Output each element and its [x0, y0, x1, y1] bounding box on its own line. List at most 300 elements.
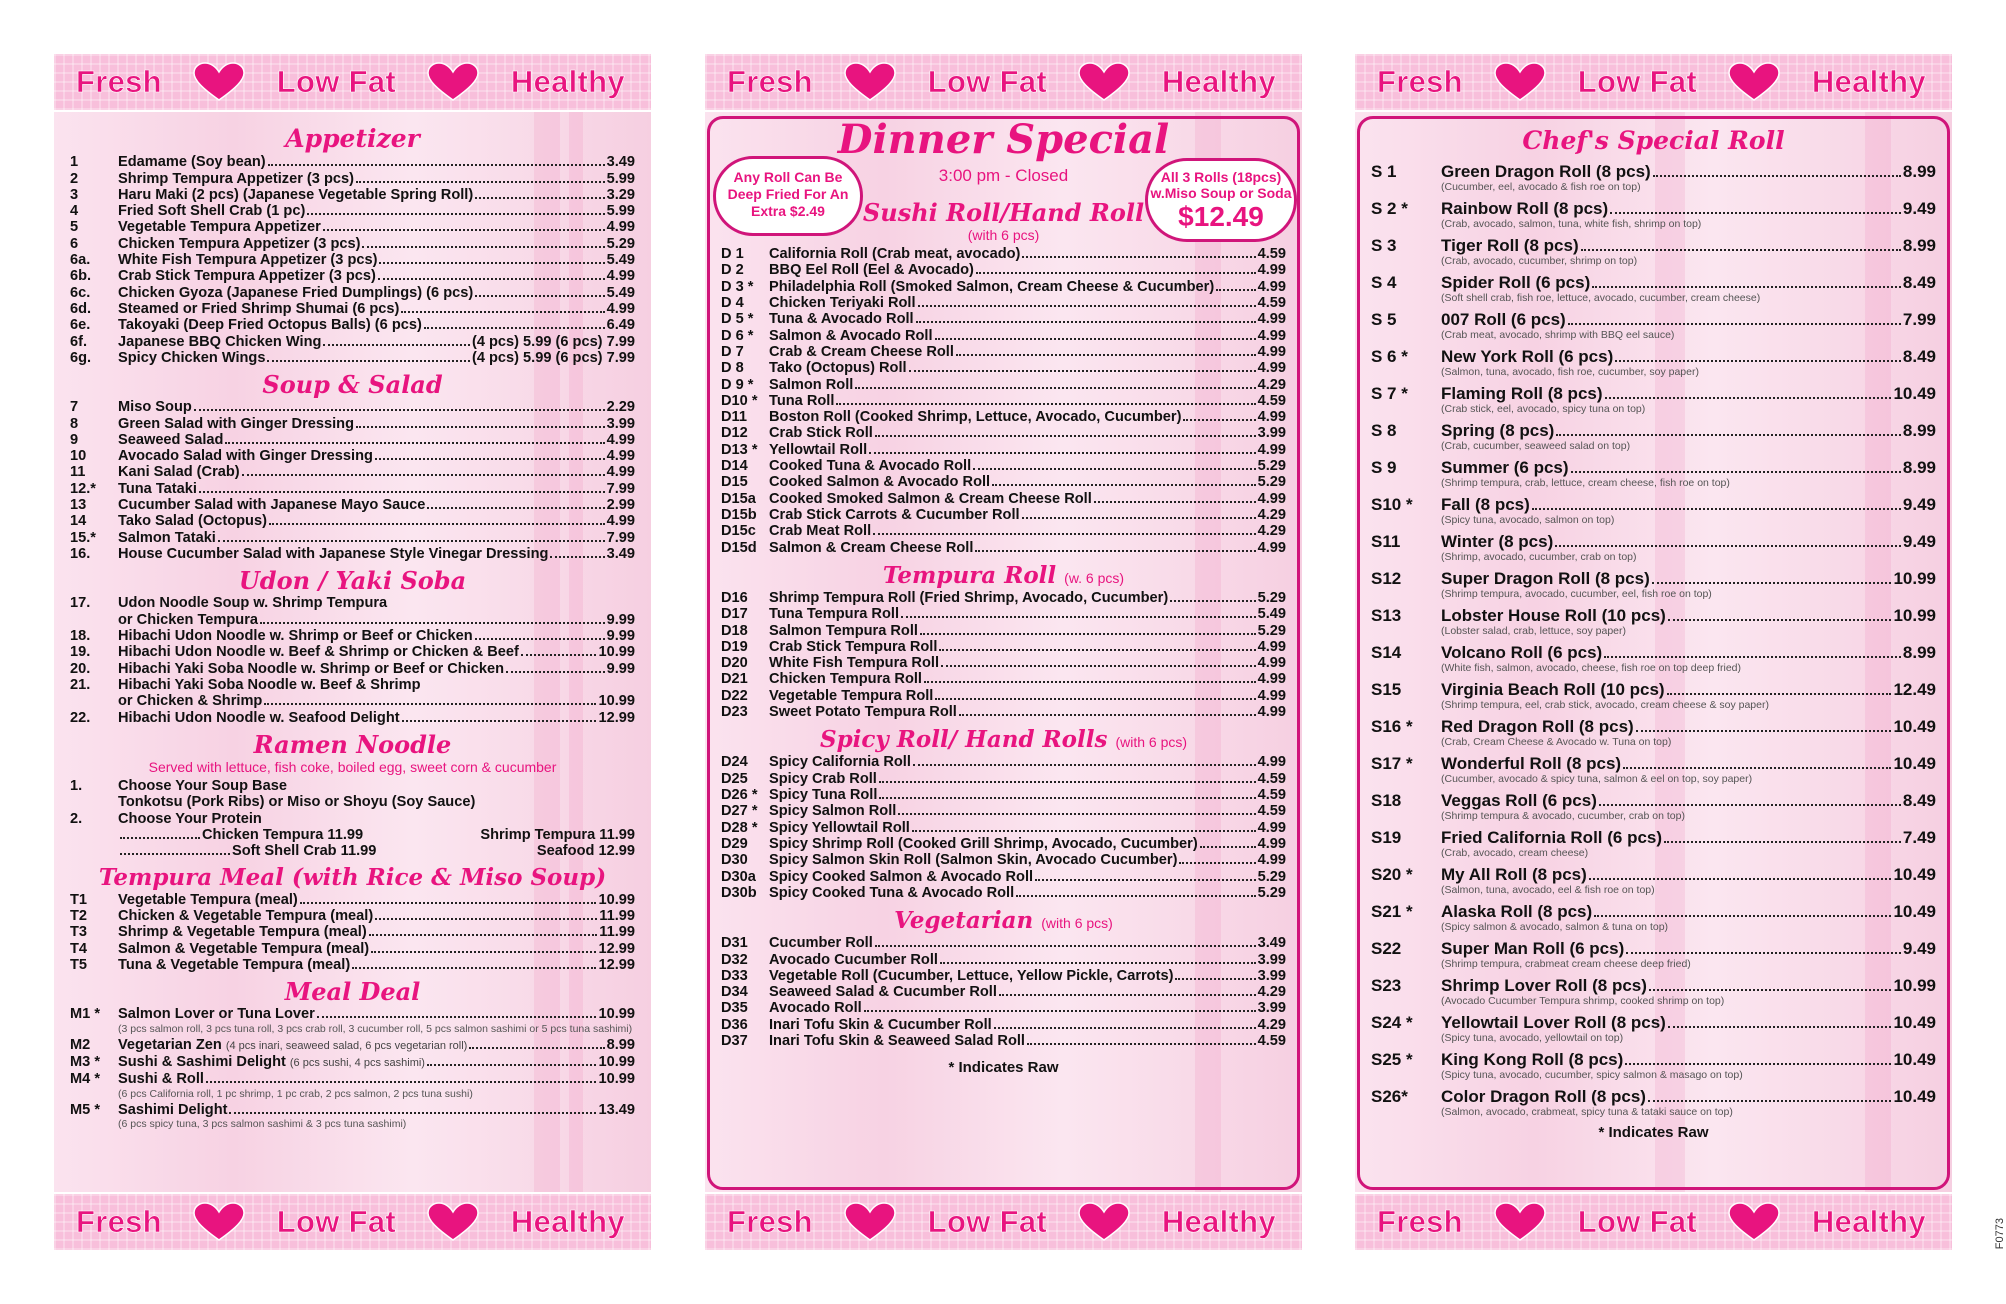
item-name: Spicy Salmon Roll: [769, 803, 897, 820]
item-price: 8.49: [1902, 347, 1936, 367]
ramen-step-1: [70, 778, 635, 794]
menu-item: [70, 1054, 635, 1071]
item-price: 4.59: [1257, 770, 1286, 787]
item-number: D16: [721, 589, 748, 606]
menu-item: [721, 425, 1286, 441]
menu-item-continued: [70, 693, 635, 709]
menu-item: [70, 513, 635, 529]
item-description: (White fish, salmon, avocado, cheese, fish roe on top deep fried): [1441, 662, 1741, 675]
dot-leader: [940, 962, 1256, 964]
menu-item: [70, 187, 635, 203]
right-menu-content: [1371, 126, 1936, 1190]
section-title-soup-salad: Soup & Salad: [262, 370, 443, 400]
dinner-special-title: Dinner Special: [837, 116, 1170, 163]
banner-low-fat: Low Fat: [276, 64, 396, 99]
item-number: S26*: [1371, 1087, 1408, 1107]
menu-item: [70, 924, 635, 940]
item-number: D 6 *: [721, 327, 754, 344]
dinner-hours: 3:00 pm - Closed: [938, 166, 1069, 185]
item-name: BBQ Eel Roll (Eel & Avocado): [769, 262, 974, 279]
item-name: Choose Your Soup Base: [118, 778, 287, 795]
left-menu-content: [70, 124, 635, 1190]
item-number: S 4: [1371, 273, 1397, 293]
item-number: 1.: [70, 778, 83, 795]
item-name: Spring (8 pcs): [1441, 421, 1555, 441]
item-name: Spicy California Roll: [769, 754, 911, 771]
heart-icon: [426, 1202, 480, 1242]
item-name: Miso Soup: [118, 399, 192, 416]
menu-item: [721, 311, 1286, 327]
item-number: 20.: [70, 660, 91, 677]
item-price: 4.99: [1257, 311, 1286, 328]
dot-leader: [1170, 600, 1255, 602]
appetizer-list: [70, 154, 635, 366]
item-number: D20: [721, 655, 748, 672]
item-price: 10.49: [1893, 754, 1936, 774]
item-description: (Cucumber, eel, avocado & fish roe on top): [1441, 181, 1641, 194]
item-price: 4.99: [606, 219, 635, 236]
item-description: (Shrimp tempura, crabmeat cream cheese deep fried): [1441, 958, 1691, 971]
item-number: D15d: [721, 539, 757, 556]
banner-low-fat: Low Fat: [1577, 1204, 1697, 1239]
item-price: 12.99: [598, 709, 635, 726]
dot-leader: [941, 665, 1256, 667]
item-number: D30b: [721, 884, 757, 901]
item-number: 19.: [70, 644, 91, 661]
item-name: Vegetable Tempura (meal): [118, 891, 298, 908]
item-price: 3.99: [1257, 425, 1286, 442]
dot-leader: [992, 484, 1256, 486]
dot-leader: [323, 344, 470, 346]
item-name: Red Dragon Roll (8 pcs): [1441, 717, 1634, 737]
banner-fresh: Fresh: [727, 64, 813, 99]
menu-item: [70, 628, 635, 644]
heart-icon: [1727, 1202, 1781, 1242]
dot-leader: [1594, 915, 1891, 917]
item-name: Super Dragon Roll (8 pcs): [1441, 569, 1650, 589]
top-banner: [54, 54, 651, 110]
dot-leader: [402, 720, 597, 722]
item-price: 5.49: [606, 252, 635, 269]
chef-roll-item: [1371, 865, 1936, 884]
dot-leader: [935, 338, 1256, 340]
item-name: Cooked Smoked Salmon & Cream Cheese Roll: [769, 490, 1092, 507]
item-number: S14: [1371, 643, 1402, 663]
menu-item: [70, 595, 635, 611]
menu-item: [721, 1000, 1286, 1016]
menu-item: [70, 1037, 635, 1054]
item-number: S16 *: [1371, 717, 1413, 737]
item-price: 4.99: [1257, 327, 1286, 344]
item-price: 10.99: [598, 693, 635, 710]
item-name: 007 Roll (6 pcs): [1441, 310, 1566, 330]
chef-roll-item: [1371, 643, 1936, 662]
item-price: 5.29: [1257, 474, 1286, 491]
sushi-roll-list: [721, 246, 1286, 556]
item-price: 10.49: [1893, 384, 1936, 404]
item-number: S 5: [1371, 310, 1397, 330]
dot-leader: [269, 523, 605, 525]
item-number: D 7: [721, 343, 744, 360]
item-price: 8.99: [1902, 236, 1936, 256]
item-number: D15a: [721, 490, 756, 507]
item-price: 7.49: [1902, 828, 1936, 848]
item-number: D31: [721, 935, 748, 952]
menu-item: [721, 984, 1286, 1000]
item-extra: (6 pcs sushi, 4 pcs sashimi): [289, 1056, 425, 1069]
menu-item-continued: [70, 612, 635, 628]
dot-leader: [375, 918, 597, 920]
menu-item: [70, 1102, 635, 1118]
heart-icon: [1493, 62, 1547, 102]
item-name: Udon Noodle Soup w. Shrimp Tempura: [118, 595, 388, 612]
banner-healthy: Healthy: [1811, 1204, 1926, 1239]
item-number: S15: [1371, 680, 1402, 700]
item-number: D30: [721, 852, 748, 869]
dot-leader: [506, 671, 605, 673]
item-number: S17 *: [1371, 754, 1413, 774]
item-name: Fall (8 pcs): [1441, 495, 1530, 515]
item-price: 4.99: [1257, 278, 1286, 295]
menu-item: [721, 474, 1286, 490]
dot-leader: [225, 442, 604, 444]
item-name: Tuna & Vegetable Tempura (meal): [118, 956, 351, 973]
item-description: (Avocado Cucumber Tempura shrimp, cooked shrimp on top): [1441, 995, 1725, 1008]
chef-roll-item: [1371, 310, 1936, 329]
item-price: 4.99: [606, 448, 635, 465]
item-price: (4 pcs) 5.99 (6 pcs) 7.99: [471, 333, 635, 350]
item-price: 9.99: [606, 611, 635, 628]
item-price: 4.99: [606, 513, 635, 530]
item-number: D 3 *: [721, 278, 754, 295]
item-number: D 2: [721, 262, 744, 279]
item-name: Vegetable Tempura Appetizer: [118, 219, 321, 236]
item-name: Crab Stick Roll: [769, 425, 873, 442]
dot-leader: [1581, 249, 1901, 251]
item-number: 6b.: [70, 268, 92, 285]
dot-leader: [1623, 767, 1891, 769]
ramen-soup-options: Tonkotsu (Pork Ribs) or Miso or Shoyu (Soy Sauce): [118, 794, 476, 811]
item-name: Salmon & Vegetable Tempura (meal): [118, 940, 370, 957]
item-name: White Fish Tempura Roll: [769, 655, 939, 672]
item-number: M5 *: [70, 1101, 101, 1118]
item-price: 5.29: [1257, 868, 1286, 885]
item-number: 17.: [70, 595, 91, 612]
menu-item: [721, 409, 1286, 425]
menu-item: [721, 491, 1286, 507]
item-price: 4.99: [606, 431, 635, 448]
dot-leader: [1653, 175, 1901, 177]
dot-leader: [1183, 419, 1255, 421]
item-price: 8.49: [1902, 273, 1936, 293]
menu-item: [70, 710, 635, 726]
item-name: Steamed or Fried Shrimp Shumai (6 pcs): [118, 300, 400, 317]
item-price: 13.49: [598, 1101, 635, 1118]
item-number: 22.: [70, 709, 91, 726]
heart-icon: [843, 1202, 897, 1242]
item-description: (Shrimp tempura & avocado, cucumber, crab on top): [1441, 810, 1685, 823]
dot-leader: [550, 556, 604, 558]
item-number: D14: [721, 458, 748, 475]
item-number: 6c.: [70, 284, 91, 301]
dot-leader: [836, 403, 1255, 405]
item-number: 4: [70, 203, 79, 220]
item-price: 5.29: [606, 235, 635, 252]
item-price: 5.29: [1257, 589, 1286, 606]
dot-leader: [898, 813, 1255, 815]
item-price: 2.29: [606, 399, 635, 416]
item-price: 8.99: [1902, 643, 1936, 663]
heart-icon: [192, 1202, 246, 1242]
item-price: 2.99: [606, 497, 635, 514]
item-name: Salmon Roll: [769, 376, 854, 393]
item-price: 8.99: [1902, 162, 1936, 182]
item-price: 4.99: [1257, 490, 1286, 507]
item-price: 4.99: [1257, 409, 1286, 426]
item-price: 3.49: [606, 545, 635, 562]
chef-roll-item: [1371, 976, 1936, 995]
dot-leader: [1664, 841, 1901, 843]
dot-leader: [300, 902, 597, 904]
menu-item: [721, 377, 1286, 393]
menu-item: [70, 497, 635, 513]
item-name: Tuna Tempura Roll: [769, 606, 899, 623]
menu-panel-middle: [705, 54, 1302, 1250]
item-name: Tuna & Avocado Roll: [769, 311, 914, 328]
item-number: D37: [721, 1033, 748, 1050]
dot-leader: [427, 507, 604, 509]
item-name: Salmon Tempura Roll: [769, 622, 918, 639]
item-number: M2: [70, 1036, 91, 1053]
dot-leader: [994, 1027, 1256, 1029]
item-description: (Spicy tuna, avocado, salmon on top): [1441, 514, 1615, 527]
item-price: 11.99: [599, 907, 635, 924]
dot-leader: [879, 781, 1256, 783]
menu-item: [721, 262, 1286, 278]
dot-leader: [242, 474, 605, 476]
item-number: 6g.: [70, 349, 92, 366]
item-number: D28 *: [721, 819, 758, 836]
chef-roll-item: [1371, 236, 1936, 255]
chefs-special-list: [1371, 162, 1936, 1118]
item-price: 9.49: [1902, 495, 1936, 515]
chef-roll-item: [1371, 273, 1936, 292]
item-number: S21 *: [1371, 902, 1413, 922]
item-price: 10.99: [1893, 606, 1936, 626]
item-name: Cucumber Salad with Japanese Mayo Sauce: [118, 497, 426, 514]
menu-item: [721, 606, 1286, 622]
menu-item: [721, 1017, 1286, 1033]
banner-fresh: Fresh: [76, 64, 162, 99]
item-number: 6d.: [70, 300, 92, 317]
dot-leader: [206, 1081, 597, 1083]
menu-item: [70, 957, 635, 973]
item-price: 5.49: [1257, 606, 1286, 623]
item-price: 9.99: [606, 628, 635, 645]
banner-low-fat: Low Fat: [1577, 64, 1697, 99]
item-number: S23: [1371, 976, 1402, 996]
bottom-banner: [1355, 1194, 1952, 1250]
item-price: 4.99: [1257, 441, 1286, 458]
dot-leader: [1022, 517, 1256, 519]
item-number: 16.: [70, 545, 91, 562]
heart-icon: [426, 62, 480, 102]
meal-deal-list: [70, 1006, 635, 1129]
banner-fresh: Fresh: [1377, 1204, 1463, 1239]
item-price: 4.99: [1257, 638, 1286, 655]
item-price: 10.99: [1893, 569, 1936, 589]
item-price: 4.99: [1257, 852, 1286, 869]
item-price: 4.99: [1257, 671, 1286, 688]
item-name: Vegetable Tempura Roll: [769, 687, 934, 704]
item-number: M4 *: [70, 1071, 101, 1088]
dot-leader: [1605, 397, 1892, 399]
menu-item: [70, 416, 635, 432]
menu-item: [721, 442, 1286, 458]
dot-leader: [475, 197, 604, 199]
item-name: Flaming Roll (8 pcs): [1441, 384, 1603, 404]
item-name: Chicken Tempura Roll: [769, 671, 922, 688]
item-name: My All Roll (8 pcs): [1441, 865, 1587, 885]
dot-leader: [1016, 895, 1255, 897]
item-note: (6 pcs California roll, 1 pc shrimp, 1 pc crab, 2 pcs salmon, 2 pcs tuna sushi): [118, 1087, 473, 1100]
dot-leader: [879, 797, 1255, 799]
item-name: Cucumber Roll: [769, 935, 873, 952]
item-number: 12.*: [70, 480, 96, 497]
chef-roll-item: [1371, 1013, 1936, 1032]
dot-leader: [918, 305, 1256, 307]
dot-leader: [1625, 1063, 1891, 1065]
item-number: 8: [70, 415, 79, 432]
item-description: (Lobster salad, crab, lettuce, soy paper): [1441, 625, 1627, 638]
item-number: D18: [721, 622, 748, 639]
item-number: 9: [70, 431, 79, 448]
dot-leader: [924, 681, 1256, 683]
item-price: 4.29: [1257, 523, 1286, 540]
item-number: 21.: [70, 676, 91, 693]
dot-leader: [855, 387, 1255, 389]
item-price: 10.99: [598, 1053, 635, 1070]
menu-panel-right: [1355, 54, 1952, 1250]
item-price: 4.99: [1257, 343, 1286, 360]
heart-icon: [843, 62, 897, 102]
item-name: Crab Stick Tempura Roll: [769, 638, 938, 655]
item-name: California Roll (Crab meat, avocado): [769, 246, 1021, 263]
item-name: Spicy Cooked Salmon & Avocado Roll: [769, 868, 1034, 885]
item-price: 10.99: [598, 1071, 635, 1088]
item-price: 8.99: [1902, 458, 1936, 478]
item-price: 3.99: [1257, 1000, 1286, 1017]
menu-item: [721, 885, 1286, 901]
item-price: 11.99: [599, 924, 635, 941]
menu-item: [721, 523, 1286, 539]
banner-healthy: Healthy: [510, 1204, 625, 1239]
item-name: Salmon & Cream Cheese Roll: [769, 539, 974, 556]
item-name: Green Salad with Ginger Dressing: [118, 415, 354, 432]
heart-icon: [1493, 1202, 1547, 1242]
item-price: 4.99: [1257, 262, 1286, 279]
chef-roll-item: [1371, 1087, 1936, 1106]
item-price: 4.59: [1257, 787, 1286, 804]
item-number: D11: [721, 409, 747, 426]
item-price: 4.59: [1257, 1033, 1286, 1050]
item-price: 3.29: [606, 186, 635, 203]
item-number: M3 *: [70, 1053, 101, 1070]
item-description: (Salmon, tuna, avocado, fish roe, cucumber, soy paper): [1441, 366, 1699, 379]
item-description: (Crab stick, eel, avocado, spicy tuna on top): [1441, 403, 1646, 416]
item-description: (Crab, avocado, cream cheese): [1441, 847, 1589, 860]
ramen-protein-crab: Soft Shell Crab 11.99: [232, 843, 377, 860]
dot-leader: [1599, 804, 1901, 806]
item-price: 3.49: [1257, 935, 1286, 952]
item-price: 4.99: [1257, 687, 1286, 704]
dot-leader: [901, 616, 1256, 618]
item-number: D35: [721, 1000, 748, 1017]
heart-icon: [192, 62, 246, 102]
dot-leader: [909, 370, 1256, 372]
item-number: S20 *: [1371, 865, 1413, 885]
item-description: (Cucumber, avocado & spicy tuna, salmon & eel on top, soy paper): [1441, 773, 1753, 786]
menu-item: [70, 464, 635, 480]
item-number: 2.: [70, 810, 83, 827]
item-name: Avocado Cucumber Roll: [769, 951, 938, 968]
menu-item: [721, 590, 1286, 606]
item-name: Tuna Tataki: [118, 480, 197, 497]
ramen-protein-row: [70, 843, 635, 859]
item-price: 10.49: [1893, 1050, 1936, 1070]
item-name: Chicken Tempura Appetizer (3 pcs): [118, 235, 361, 252]
item-name: Inari Tofu Skin & Cucumber Roll: [769, 1016, 992, 1033]
heart-icon: [1727, 62, 1781, 102]
item-name: Takoyaki (Deep Fried Octopus Balls) (6 pcs): [118, 317, 422, 334]
item-name: Spicy Shrimp Roll (Cooked Grill Shrimp, Avocado, Cucumber): [769, 835, 1198, 852]
item-price: 12.49: [1893, 680, 1936, 700]
banner-healthy: Healthy: [1161, 1204, 1276, 1239]
item-number: S 3: [1371, 236, 1397, 256]
menu-item: [721, 771, 1286, 787]
dot-leader: [1216, 289, 1255, 291]
item-price: 4.29: [1257, 984, 1286, 1001]
menu-item: [721, 1033, 1286, 1049]
menu-item: [70, 203, 635, 219]
menu-item: [721, 787, 1286, 803]
item-name: Crab Stick Tempura Appetizer (3 pcs): [118, 268, 376, 285]
menu-item: [70, 546, 635, 562]
dot-leader: [1649, 989, 1892, 991]
item-number: D32: [721, 951, 748, 968]
item-name: Crab Stick Carrots & Cucumber Roll: [769, 506, 1020, 523]
item-number: 6e.: [70, 317, 91, 334]
item-number: D 8: [721, 360, 744, 377]
dot-leader: [975, 550, 1255, 552]
dot-leader: [959, 714, 1256, 716]
item-number: D21: [721, 671, 748, 688]
item-number: D34: [721, 984, 748, 1001]
item-number: 18.: [70, 628, 91, 645]
item-name: Summer (6 pcs): [1441, 458, 1569, 478]
item-name: Hibachi Udon Noodle w. Shrimp or Beef or Chicken: [118, 628, 473, 645]
item-price: 7.99: [606, 480, 635, 497]
section-title-ramen: Ramen Noodle: [253, 729, 452, 759]
chef-roll-item: [1371, 199, 1936, 218]
item-number: D 4: [721, 295, 744, 312]
item-number: D29: [721, 835, 748, 852]
dot-leader: [875, 945, 1256, 947]
item-number: S24 *: [1371, 1013, 1413, 1033]
heart-icon: [1077, 1202, 1131, 1242]
item-description: (Crab meat, avocado, shrimp with BBQ eel sauce): [1441, 329, 1675, 342]
item-description: (Spicy tuna, avocado, cucumber, spicy salmon & masago on top): [1441, 1069, 1743, 1082]
